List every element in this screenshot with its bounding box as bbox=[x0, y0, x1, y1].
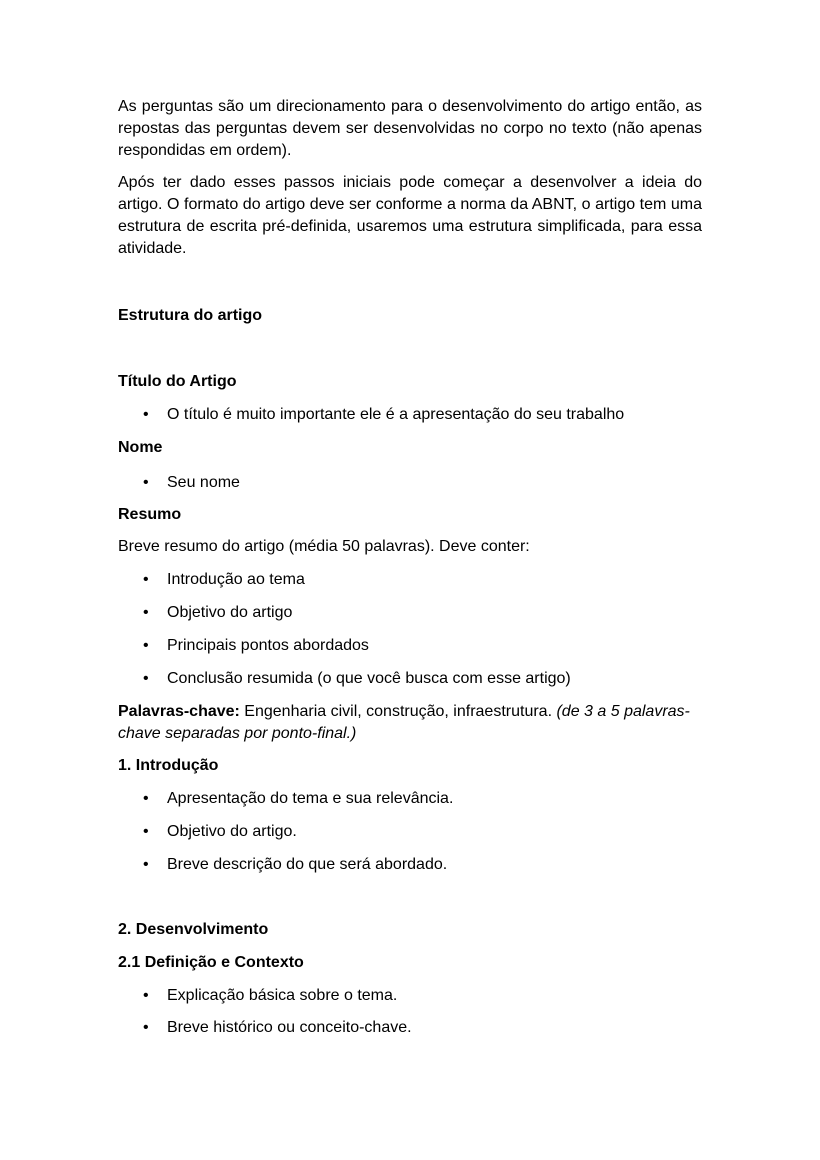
bullet-icon: • bbox=[143, 987, 149, 1004]
list-item: • Conclusão resumida (o que você busca com esse artigo) bbox=[118, 668, 702, 690]
list-item: • Introdução ao tema bbox=[118, 569, 702, 591]
list-item: • Objetivo do artigo bbox=[118, 602, 702, 624]
list-item: • Principais pontos abordados bbox=[118, 635, 702, 657]
bullet-icon: • bbox=[143, 604, 149, 621]
resumo-heading: Resumo bbox=[118, 506, 182, 523]
list-item: • O título é muito importante ele é a apresentação do seu trabalho bbox=[118, 404, 702, 426]
list-item: • Seu nome bbox=[118, 472, 702, 494]
introducao-list bbox=[118, 788, 702, 876]
resumo-list bbox=[118, 569, 702, 690]
intro-paragraph-1: As perguntas são um direcionamento para o desenvolvimento do artigo então, as repostas das perguntas devem ser desenvolvidas no corpo no texto (não apenas respondidas em ordem). bbox=[118, 98, 702, 159]
keywords-line bbox=[118, 701, 702, 745]
list-item: • Objetivo do artigo. bbox=[118, 821, 702, 843]
keywords-text: Engenharia civil, construção, infraestrutura. bbox=[239, 703, 557, 720]
list-item: • Breve descrição do que será abordado. bbox=[118, 854, 702, 876]
bullet-icon: • bbox=[143, 790, 149, 807]
titulo-list bbox=[118, 404, 702, 426]
bullet-icon: • bbox=[143, 474, 149, 491]
list-item: • Apresentação do tema e sua relevância. bbox=[118, 788, 702, 810]
titulo-heading: Título do Artigo bbox=[118, 373, 237, 390]
nome-list bbox=[118, 472, 702, 494]
keywords-label: Palavras-chave: bbox=[118, 703, 240, 720]
bullet-icon: • bbox=[143, 856, 149, 873]
bullet-icon: • bbox=[143, 670, 149, 687]
bullet-icon: • bbox=[143, 637, 149, 654]
desenvolvimento-heading: 2. Desenvolvimento bbox=[118, 921, 269, 938]
list-item: • Explicação básica sobre o tema. bbox=[118, 985, 702, 1007]
definicao-list bbox=[118, 985, 702, 1039]
bullet-icon: • bbox=[143, 406, 149, 423]
keywords-note: (de 3 a 5 palavras-chave separadas por ponto-final.) bbox=[118, 703, 690, 742]
list-item: • Breve histórico ou conceito-chave. bbox=[118, 1017, 702, 1039]
nome-heading: Nome bbox=[118, 439, 163, 456]
bullet-icon: • bbox=[143, 1019, 149, 1036]
bullet-icon: • bbox=[143, 571, 149, 588]
definicao-heading: 2.1 Definição e Contexto bbox=[118, 954, 304, 971]
resumo-text: Breve resumo do artigo (média 50 palavras). Deve conter: bbox=[118, 538, 530, 555]
bullet-icon: • bbox=[143, 823, 149, 840]
intro-paragraph-2: Após ter dado esses passos iniciais pode começar a desenvolver a ideia do artigo. O formato do artigo deve ser conforme a norma da ABNT, o artigo tem uma estrutura de escrita pré-definida, usaremos uma estrutura simplificada, para essa atividade. bbox=[118, 174, 702, 257]
section-title: Estrutura do artigo bbox=[118, 307, 263, 324]
introducao-heading: 1. Introdução bbox=[118, 757, 219, 774]
